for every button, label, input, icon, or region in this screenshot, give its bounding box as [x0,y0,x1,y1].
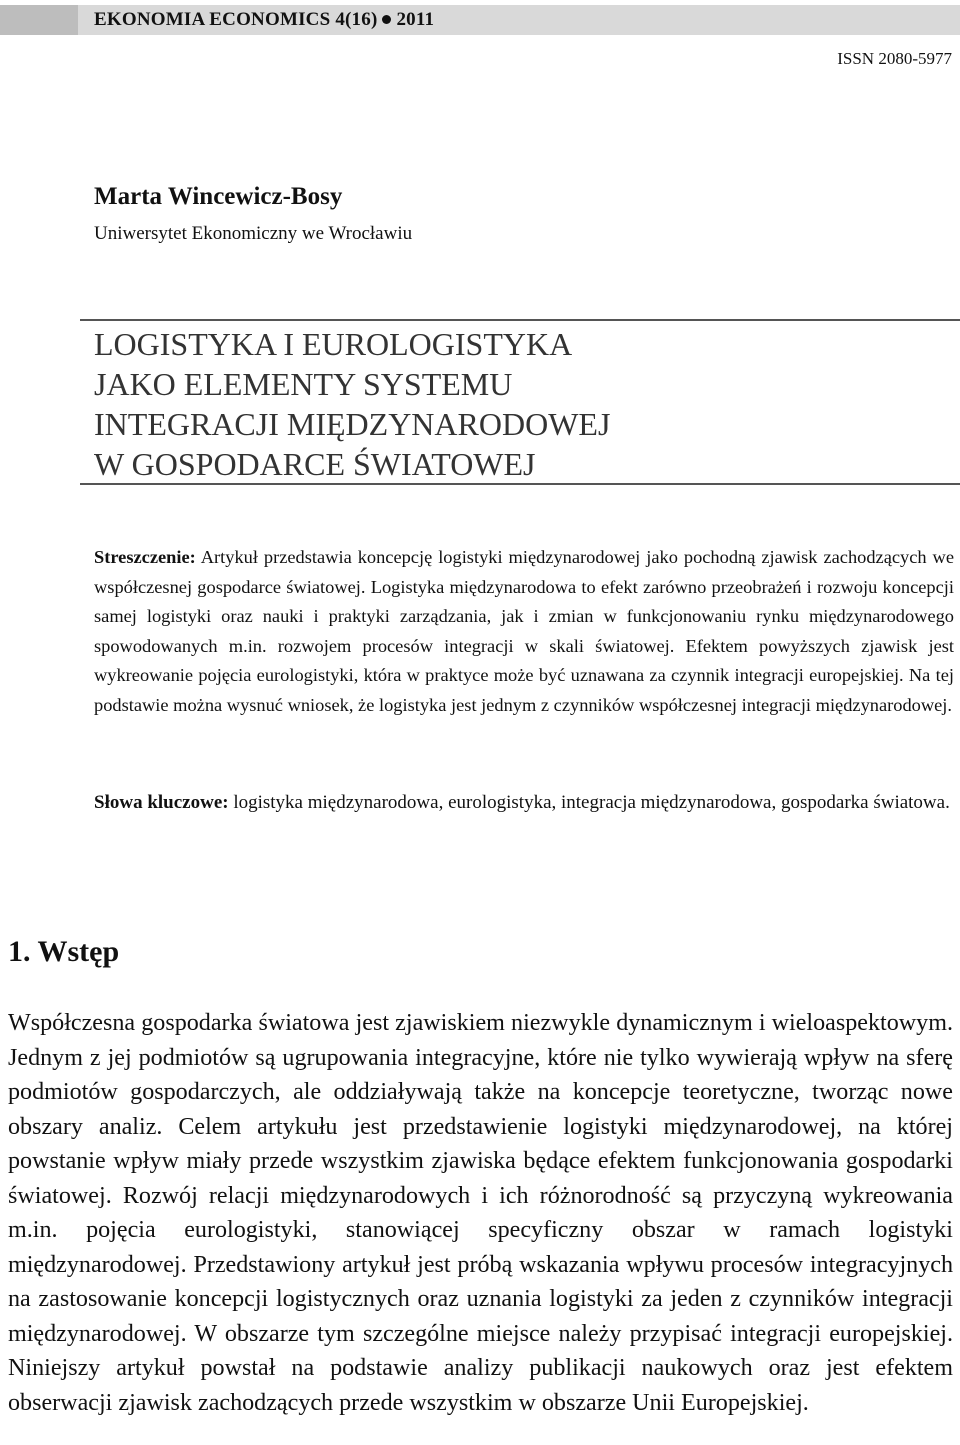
keywords [94,788,954,817]
title-line: INTEGRACJI MIĘDZYNARODOWEJ [94,406,611,442]
section-paragraph: Współczesna gospodarka światowa jest zjawiskiem niezwykle dynamicznym i wieloaspektowym. Jednym z jej podmiotów są ugrupowania integracyjne, które nie tylko wywierają wpływ na sferę podmiotów gospodarczych, ale oddziaływają także na koncepcje teoretyczne, tworząc nowe obszary analiz. Celem artykułu jest przedstawienie logistyki międzynarodowej, na której powstanie wpływ miały przede wszystkim zjawiska będące efektem funkcjonowania gospodarki światowej. Rozwój relacji międzynarodowych i ich różnorodność są przyczyną wykreowania m.in. pojęcia eurologistyki, stanowiącej specyficzny obszar w ramach logistyki międzynarodowej. Przedstawiony artykuł jest próbą wskazania wpływu procesów integracyjnych na zastosowanie koncepcji logistycznych oraz uznania logistyki za jeden z czynników integracji międzynarodowej. W obszarze tym szczególne miejsce należy przypisać integracji europejskiej. Niniejszy artykuł powstał na podstawie analizy publikacji naukowych oraz jest efektem obserwacji zjawisk zachodzących przede wszystkim w obszarze Unii Europejskiej. [8,1010,953,1416]
journal-name: EKONOMIA ECONOMICS 4(16) [94,9,378,30]
journal-header [94,5,434,35]
issn: ISSN 2080-5977 [837,49,952,68]
header-bar-left [0,5,78,35]
author-affiliation: Uniwersytet Ekonomiczny we Wrocławiu [94,223,413,244]
keywords-text: logistyka międzynarodowa, eurologistyka, integracja międzynarodowa, gospodarka światowa. [233,792,950,813]
abstract [94,543,954,720]
abstract-label: Streszczenie: [94,547,196,567]
journal-year: 2011 [396,9,435,30]
title-line: JAKO ELEMENTY SYSTEMU [94,366,513,402]
title-line: W GOSPODARCE ŚWIATOWEJ [94,446,536,482]
author-name: Marta Wincewicz-Bosy [94,183,343,210]
keywords-label: Słowa kluczowe: [94,792,229,813]
section-heading: 1. Wstęp [8,935,120,968]
title-rule-bottom [80,483,960,485]
bullet-icon [382,15,391,24]
title-rule-top [80,319,960,321]
article-title [94,324,610,484]
title-line: LOGISTYKA I EUROLOGISTYKA [94,326,573,362]
abstract-text: Artykuł przedstawia koncepcję logistyki międzynarodowej jako pochodną zjawisk zachodzących we współczesnej gospodarce światowej. Logistyka międzynarodowa to efekt zarówno przeobrażeń i rozwoju koncepcji samej logistyki oraz nauki i praktyki zarządzania, jak i zmian w funkcjonowaniu rynku międzynarodowego spowodowanych m.in. rozwojem procesów integracji w skali światowej. Efektem powyższych zjawisk jest wykreowanie pojęcia eurologistyki, która w praktyce może być uznawana za czynnik integracji europejskiej. Na tej podstawie można wysnuć wniosek, że logistyka jest jednym z czynników współczesnej integracji międzynarodowej. [94,547,954,715]
